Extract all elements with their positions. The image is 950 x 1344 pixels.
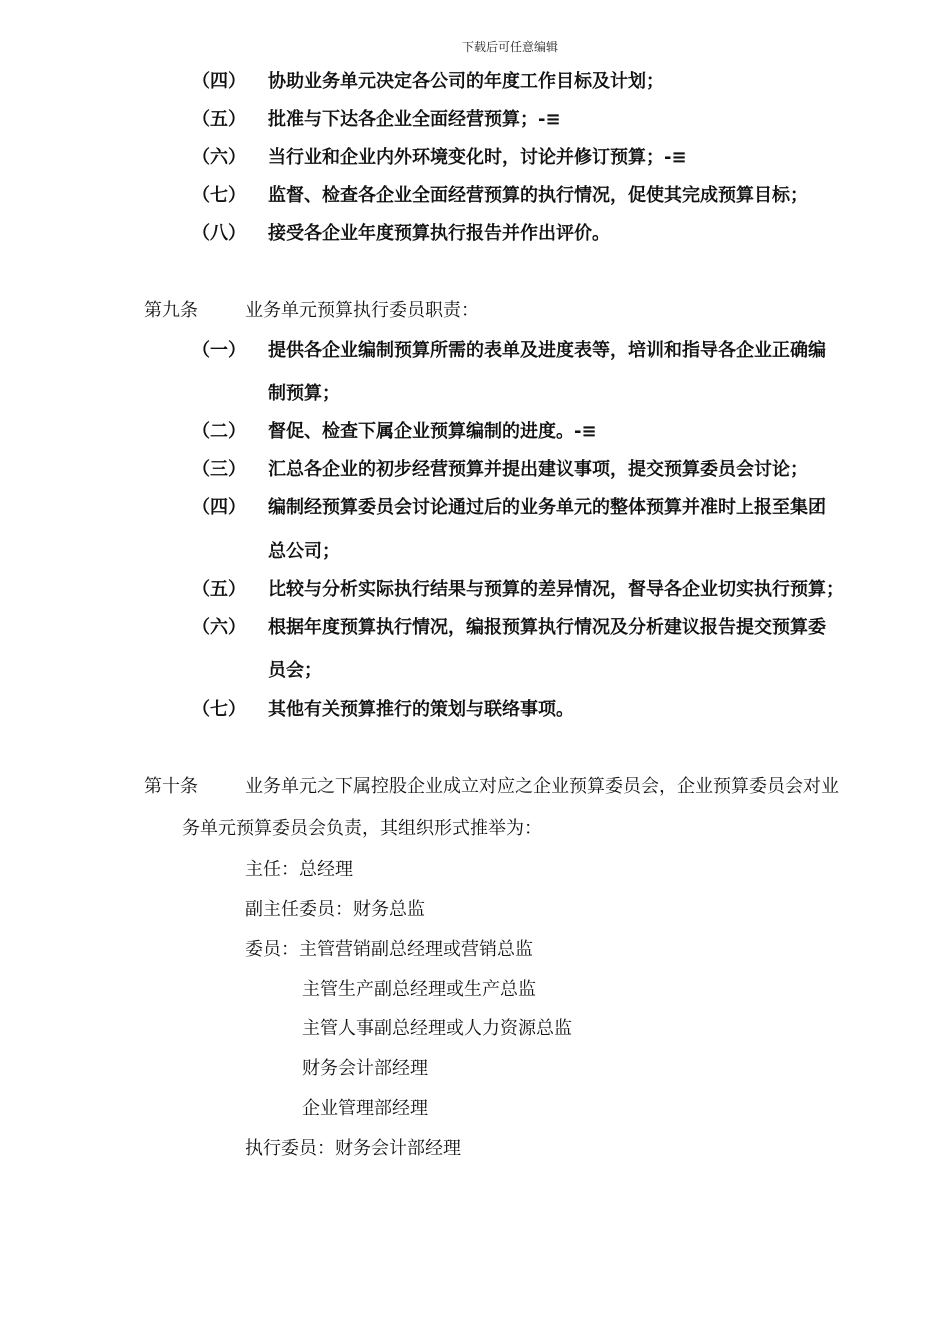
article-label: 第九条 (144, 300, 198, 321)
item-text: 根据年度预算执行情况，编报预算执行情况及分析建议报告提交预算委 (268, 617, 826, 638)
item-text-continued: 总公司； (268, 541, 340, 562)
item-text: 当行业和企业内外环境变化时，讨论并修订预算；-≡ (268, 147, 687, 168)
item-number: （六） (192, 147, 246, 168)
executive-role: 执行委员：财务会计部经理 (245, 1138, 461, 1159)
director-role: 主任：总经理 (245, 859, 353, 880)
item-text: 批准与下达各企业全面经营预算；-≡ (268, 109, 561, 130)
item-text: 协助业务单元决定各公司的年度工作目标及计划； (268, 71, 664, 92)
item-text: 督促、检查下属企业预算编制的进度。-≡ (268, 421, 597, 442)
article-title: 业务单元预算执行委员职责： (245, 300, 479, 321)
item-text-continued: 员会； (268, 660, 322, 681)
item-number: （七） (192, 699, 246, 720)
member-entry: 财务会计部经理 (302, 1058, 428, 1079)
members-role: 委员：主管营销副总经理或营销总监 (245, 939, 533, 960)
article-text-line-1: 业务单元之下属控股企业成立对应之企业预算委员会，企业预算委员会对业 (245, 776, 839, 797)
member-entry: 主管生产副总经理或生产总监 (302, 979, 536, 1000)
item-text: 提供各企业编制预算所需的表单及进度表等，培训和指导各企业正确编 (268, 340, 826, 361)
item-number: （六） (192, 617, 246, 638)
item-number: （二） (192, 421, 246, 442)
item-text: 接受各企业年度预算执行报告并作出评价。 (268, 223, 610, 244)
member-entry: 主管人事副总经理或人力资源总监 (302, 1018, 572, 1039)
item-number: （七） (192, 185, 246, 206)
item-number: （一） (192, 340, 246, 361)
member-entry: 企业管理部经理 (302, 1098, 428, 1119)
item-text: 编制经预算委员会讨论通过后的业务单元的整体预算并准时上报至集团 (268, 497, 826, 518)
article-text-line-2: 务单元预算委员会负责，其组织形式推举为： (182, 818, 542, 839)
item-text: 汇总各企业的初步经营预算并提出建议事项，提交预算委员会讨论； (268, 459, 808, 480)
page-header: 下载后可任意编辑 (461, 40, 558, 54)
item-text: 其他有关预算推行的策划与联络事项。 (268, 699, 574, 720)
item-text: 比较与分析实际执行结果与预算的差异情况，督导各企业切实执行预算； (268, 579, 844, 600)
item-number: （三） (192, 459, 246, 480)
vice-director-role: 副主任委员：财务总监 (245, 899, 425, 920)
article-label: 第十条 (144, 776, 198, 797)
item-number: （四） (192, 497, 246, 518)
item-text-continued: 制预算； (268, 383, 340, 404)
item-number: （五） (192, 579, 246, 600)
item-number: （四） (192, 71, 246, 92)
item-number: （八） (192, 223, 246, 244)
item-text: 监督、检查各企业全面经营预算的执行情况，促使其完成预算目标； (268, 185, 808, 206)
item-number: （五） (192, 109, 246, 130)
